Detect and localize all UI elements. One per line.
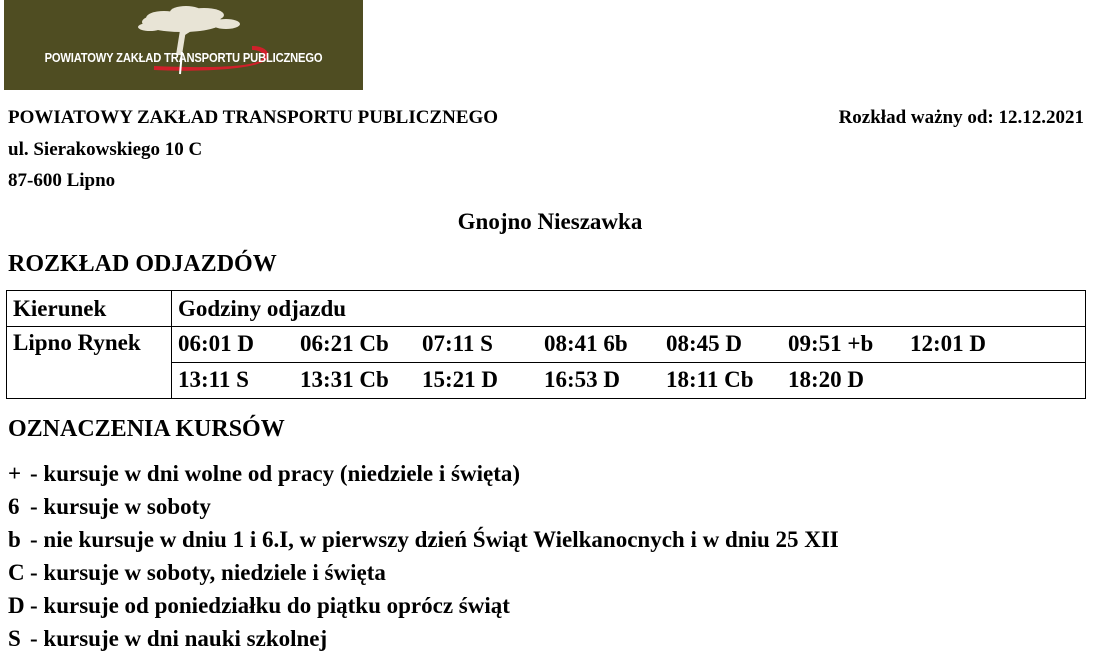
departure-time: 13:31 Cb xyxy=(300,367,389,392)
legend-text: - kursuje w soboty xyxy=(30,494,211,519)
company-street: ul. Sierakowskiego 10 C xyxy=(8,139,203,160)
company-city: 87-600 Lipno xyxy=(8,170,116,191)
departure-time: 18:11 Cb xyxy=(666,367,754,392)
company-logo xyxy=(4,0,363,90)
timetable-title: ROZKŁAD ODJAZDÓW xyxy=(8,251,277,277)
tree-logo-icon xyxy=(4,0,363,90)
legend-text: - kursuje w dni nauki szkolnej xyxy=(30,626,328,651)
logo-text: POWIATOWY ZAKŁAD TRANSPORTU PUBLICZNEGO xyxy=(44,50,323,65)
departure-time: 16:53 D xyxy=(544,367,621,392)
legend-item xyxy=(8,556,839,589)
departure-time: 09:51 +b xyxy=(788,331,874,356)
departure-time: 06:21 Cb xyxy=(300,331,389,356)
departure-time: 08:41 6b xyxy=(544,331,628,356)
times-row-2 xyxy=(178,363,1079,398)
legend-item xyxy=(8,457,839,490)
legend-text: - kursuje od poniedziałku do piątku oprócz świąt xyxy=(30,593,510,618)
departure-time: 06:01 D xyxy=(178,331,255,356)
legend-item xyxy=(8,622,839,655)
departure-time: 13:11 S xyxy=(178,367,249,392)
table-row xyxy=(7,327,1086,363)
legend-list xyxy=(8,457,839,655)
valid-from: Rozkład ważny od: 12.12.2021 xyxy=(838,107,1084,128)
legend-symbol: 6 xyxy=(8,494,20,519)
legend-symbol: b xyxy=(8,527,21,552)
departure-time: 08:45 D xyxy=(666,331,743,356)
legend-symbol: S xyxy=(8,626,21,651)
header-direction: Kierunek xyxy=(7,291,172,327)
stop-name: Gnojno Nieszawka xyxy=(457,209,643,234)
legend-text: - kursuje w dni wolne od pracy (niedziele i święta) xyxy=(30,461,521,486)
header-times: Godziny odjazdu xyxy=(172,291,1086,327)
legend-item xyxy=(8,523,839,556)
departure-time: 07:11 S xyxy=(422,331,493,356)
legend-text: - nie kursuje w dniu 1 i 6.I, w pierwszy dzień Świąt Wielkanocnych i w dniu 25 XII xyxy=(30,527,839,552)
legend-item xyxy=(8,589,839,622)
times-cell-row1 xyxy=(172,327,1086,363)
legend-item xyxy=(8,490,839,523)
departure-time: 15:21 D xyxy=(422,367,499,392)
legend-text: - kursuje w soboty, niedziele i święta xyxy=(30,560,386,585)
company-name: POWIATOWY ZAKŁAD TRANSPORTU PUBLICZNEGO xyxy=(8,107,499,128)
departure-time: 12:01 D xyxy=(910,331,987,356)
legend-symbol: C xyxy=(8,560,25,585)
times-row-1 xyxy=(178,327,1079,362)
direction-cell: Lipno Rynek xyxy=(7,327,172,399)
table-header-row xyxy=(7,291,1086,327)
timetable-table xyxy=(6,290,1086,399)
legend-symbol: D xyxy=(8,593,25,618)
legend-title: OZNACZENIA KURSÓW xyxy=(8,416,285,442)
times-cell-row2 xyxy=(172,363,1086,399)
legend-symbol: + xyxy=(8,461,22,486)
departure-time: 18:20 D xyxy=(788,367,865,392)
